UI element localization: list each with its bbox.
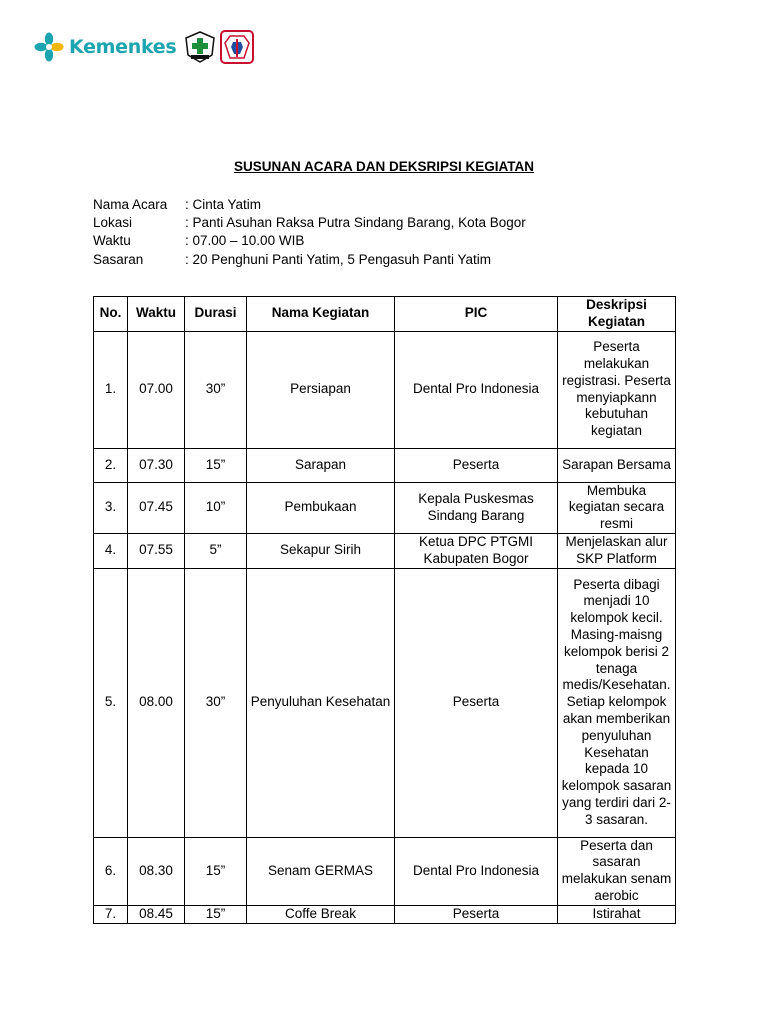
column-header: PIC [395,297,558,332]
cell-description: Menjelaskan alur SKP Platform [558,533,676,568]
info-label: Lokasi [93,215,133,231]
cell-pic: Dental Pro Indonesia [395,837,558,905]
column-header: No. [94,297,128,332]
cell-activity: Persiapan [247,331,395,448]
location-row [93,214,526,232]
column-header: Deskripsi Kegiatan [558,297,676,332]
table-row [94,837,676,905]
cell-pic: Dental Pro Indonesia [395,331,558,448]
cell-description: Istirahat [558,905,676,923]
cell-no: 5. [94,568,128,837]
cell-no: 4. [94,533,128,568]
schedule-table [93,296,676,924]
table-row [94,448,676,482]
info-value: : Cinta Yatim [185,197,262,212]
cell-pic: Peserta [395,568,558,837]
cell-activity: Pembukaan [247,482,395,533]
cell-description: Sarapan Bersama [558,448,676,482]
time-row [93,232,526,250]
table-row [94,905,676,923]
ptgmi-logo [184,31,216,63]
cell-duration: 30” [185,331,247,448]
cell-duration: 15” [185,837,247,905]
cell-duration: 15” [185,905,247,923]
cell-description: Membuka kegiatan secara resmi [558,482,676,533]
cell-description: Peserta dibagi menjadi 10 kelompok kecil. Masing-maisng kelompok berisi 2 tenaga medis/Kesehatan. Setiap kelompok akan memberikan penyuluhan Kesehatan kepada 10 kelompok sasaran yang terdiri dari 2-3 sasaran. [558,568,676,837]
cell-time: 07.55 [128,533,185,568]
info-value: : 07.00 – 10.00 WIB [185,233,305,249]
info-value: : 20 Penghuni Panti Yatim, 5 Pengasuh Panti Yatim [185,251,491,267]
cell-time: 07.00 [128,331,185,448]
info-label: Waktu [93,233,131,249]
column-header: Durasi [185,297,247,332]
cell-no: 1. [94,331,128,448]
cell-no: 6. [94,837,128,905]
document-title: SUSUNAN ACARA DAN DEKSRIPSI KEGIATAN [233,159,534,174]
cell-time: 08.45 [128,905,185,923]
cell-no: 7. [94,905,128,923]
info-value: : Panti Asuhan Raksa Putra Sindang Barang, Kota Bogor [185,215,526,231]
kemenkes-leaf-icon [33,31,65,63]
letterhead [33,30,254,64]
table-row [94,568,676,837]
cell-duration: 30” [185,568,247,837]
info-label: Nama Acara [93,197,168,212]
table-row [94,331,676,448]
kemenkes-logo [33,31,176,63]
cell-pic: Ketua DPC PTGMI Kabupaten Bogor [395,533,558,568]
cell-activity: Coffe Break [247,905,395,923]
table-header-row [94,297,676,332]
cell-no: 2. [94,448,128,482]
cell-pic: Kepala Puskesmas Sindang Barang [395,482,558,533]
cell-description: Peserta melakukan registrasi. Peserta menyiapkann kebutuhan kegiatan [558,331,676,448]
event-name-row [93,196,526,214]
target-row [93,251,526,269]
table-row [94,482,676,533]
dental-pro-indonesia-logo [220,30,254,64]
cell-time: 07.45 [128,482,185,533]
cell-pic: Peserta [395,905,558,923]
cell-activity: Penyuluhan Kesehatan [247,568,395,837]
cell-time: 08.00 [128,568,185,837]
cell-duration: 15” [185,448,247,482]
info-label: Sasaran [93,251,144,267]
cell-no: 3. [94,482,128,533]
cell-time: 07.30 [128,448,185,482]
cell-duration: 5” [185,533,247,568]
cell-activity: Sekapur Sirih [247,533,395,568]
cell-time: 08.30 [128,837,185,905]
cell-activity: Sarapan [247,448,395,482]
cell-activity: Senam GERMAS [247,837,395,905]
column-header: Nama Kegiatan [247,297,395,332]
cell-description: Peserta dan sasaran melakukan senam aerobic [558,837,676,905]
cell-pic: Peserta [395,448,558,482]
cell-duration: 10” [185,482,247,533]
table-row [94,533,676,568]
event-info [93,196,526,269]
kemenkes-wordmark: Kemenkes [69,36,177,58]
column-header: Waktu [128,297,185,332]
